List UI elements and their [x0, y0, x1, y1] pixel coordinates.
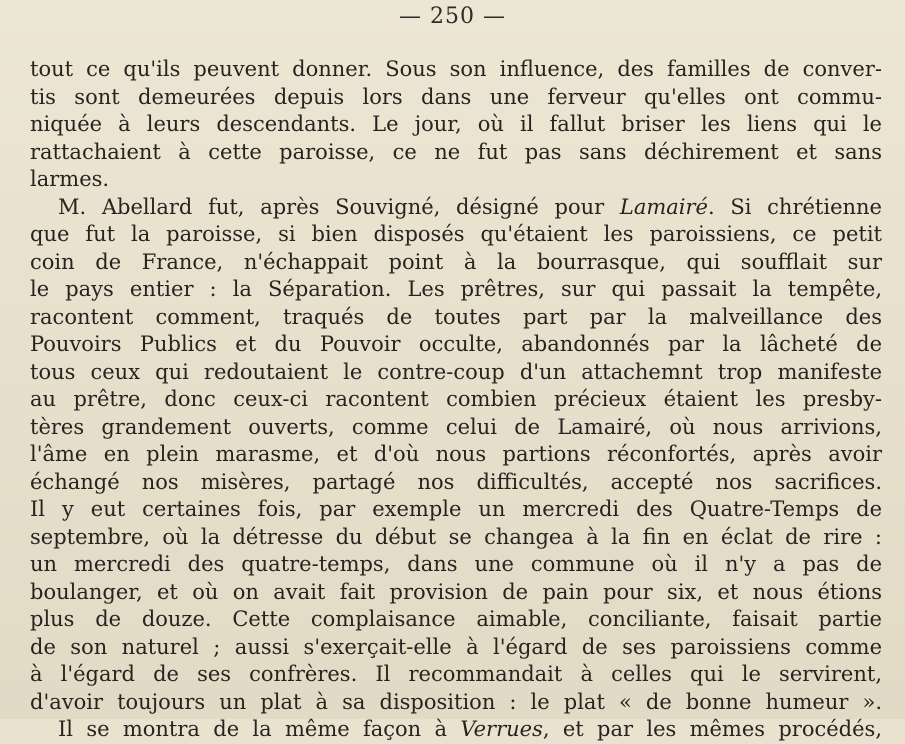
text-line: un mercredi des quatre-temps, dans une commune où il n'y a pas de: [30, 552, 882, 576]
text-line: tous ceux qui redoutaient le contre-coup d'un attachemnt trop manifeste: [30, 359, 882, 384]
body-text: [30, 56, 882, 744]
line-segment: , et par les mêmes procédés,: [542, 717, 883, 741]
text-line: tis sont demeurées depuis lors dans une ferveur qu'elles ont commu-: [30, 84, 882, 109]
text-line: larmes.: [30, 167, 110, 191]
text-line: d'avoir toujours un plat à sa disposition : le plat « de bonne humeur ».: [30, 689, 882, 714]
text-line: tout ce qu'ils peuvent donner. Sous son influence, des familles de conver-: [30, 57, 882, 81]
text-line: Pouvoirs Publics et du Pouvoir occulte, abandonnés par la lâcheté de: [30, 332, 882, 356]
place-name-italic: Lamairé: [619, 194, 708, 219]
text-line: septembre, où la détresse du début se changea à la fin en éclat de rire :: [30, 524, 882, 549]
text-line: de son naturel ; aussi s'exerçait-elle à l'égard de ses paroissiens comme: [30, 634, 882, 659]
line-segment: Il se montra de la même façon à: [58, 717, 461, 741]
text-line: l'âme en plein marasme, et d'où nous partions réconfortés, après avoir: [30, 442, 882, 466]
text-line: coin de France, n'échappait point à la bourrasque, qui soufflait sur: [30, 249, 882, 274]
text-line: le pays entier : la Séparation. Les prêtres, sur qui passait la tempête,: [30, 277, 882, 301]
text-line: à l'égard de ses confrères. Il recommandait à celles qui le servirent,: [30, 662, 882, 686]
text-line: tères grandement ouverts, comme celui de Lamairé, où nous arrivions,: [30, 414, 882, 439]
text-line: racontent comment, traqués de toutes part par la malveillance des: [30, 304, 882, 329]
text-line: échangé nos misères, partagé nos difficultés, accepté nos sacrifices.: [30, 469, 882, 494]
text-line: Il y eut certaines fois, par exemple un mercredi des Quatre-Temps de: [30, 497, 882, 521]
text-line: [30, 194, 882, 222]
line-segment: . Si chrétienne: [707, 194, 882, 219]
text-line: boulanger, et où on avait fait provision de pain pour six, et nous étions: [30, 579, 882, 604]
text-line: [30, 716, 882, 744]
place-name-italic: Verrues: [460, 717, 543, 741]
line-segment: M. Abellard fut, après Souvigné, désigné pour: [58, 194, 620, 219]
text-line: rattachaient à cette paroisse, ce ne fut pas sans déchirement et sans: [30, 139, 882, 164]
text-line: que fut la paroisse, si bien disposés qu'étaient les paroissiens, ce petit: [30, 222, 882, 246]
text-line: au prêtre, donc ceux-ci racontent combien précieux étaient les presby-: [30, 387, 882, 411]
text-line: plus de douze. Cette complaisance aimable, conciliante, faisait partie: [30, 607, 882, 631]
text-line: niquée à leurs descendants. Le jour, où il fallut briser les liens qui le: [30, 112, 882, 136]
page-number: — 250 —: [399, 4, 506, 29]
